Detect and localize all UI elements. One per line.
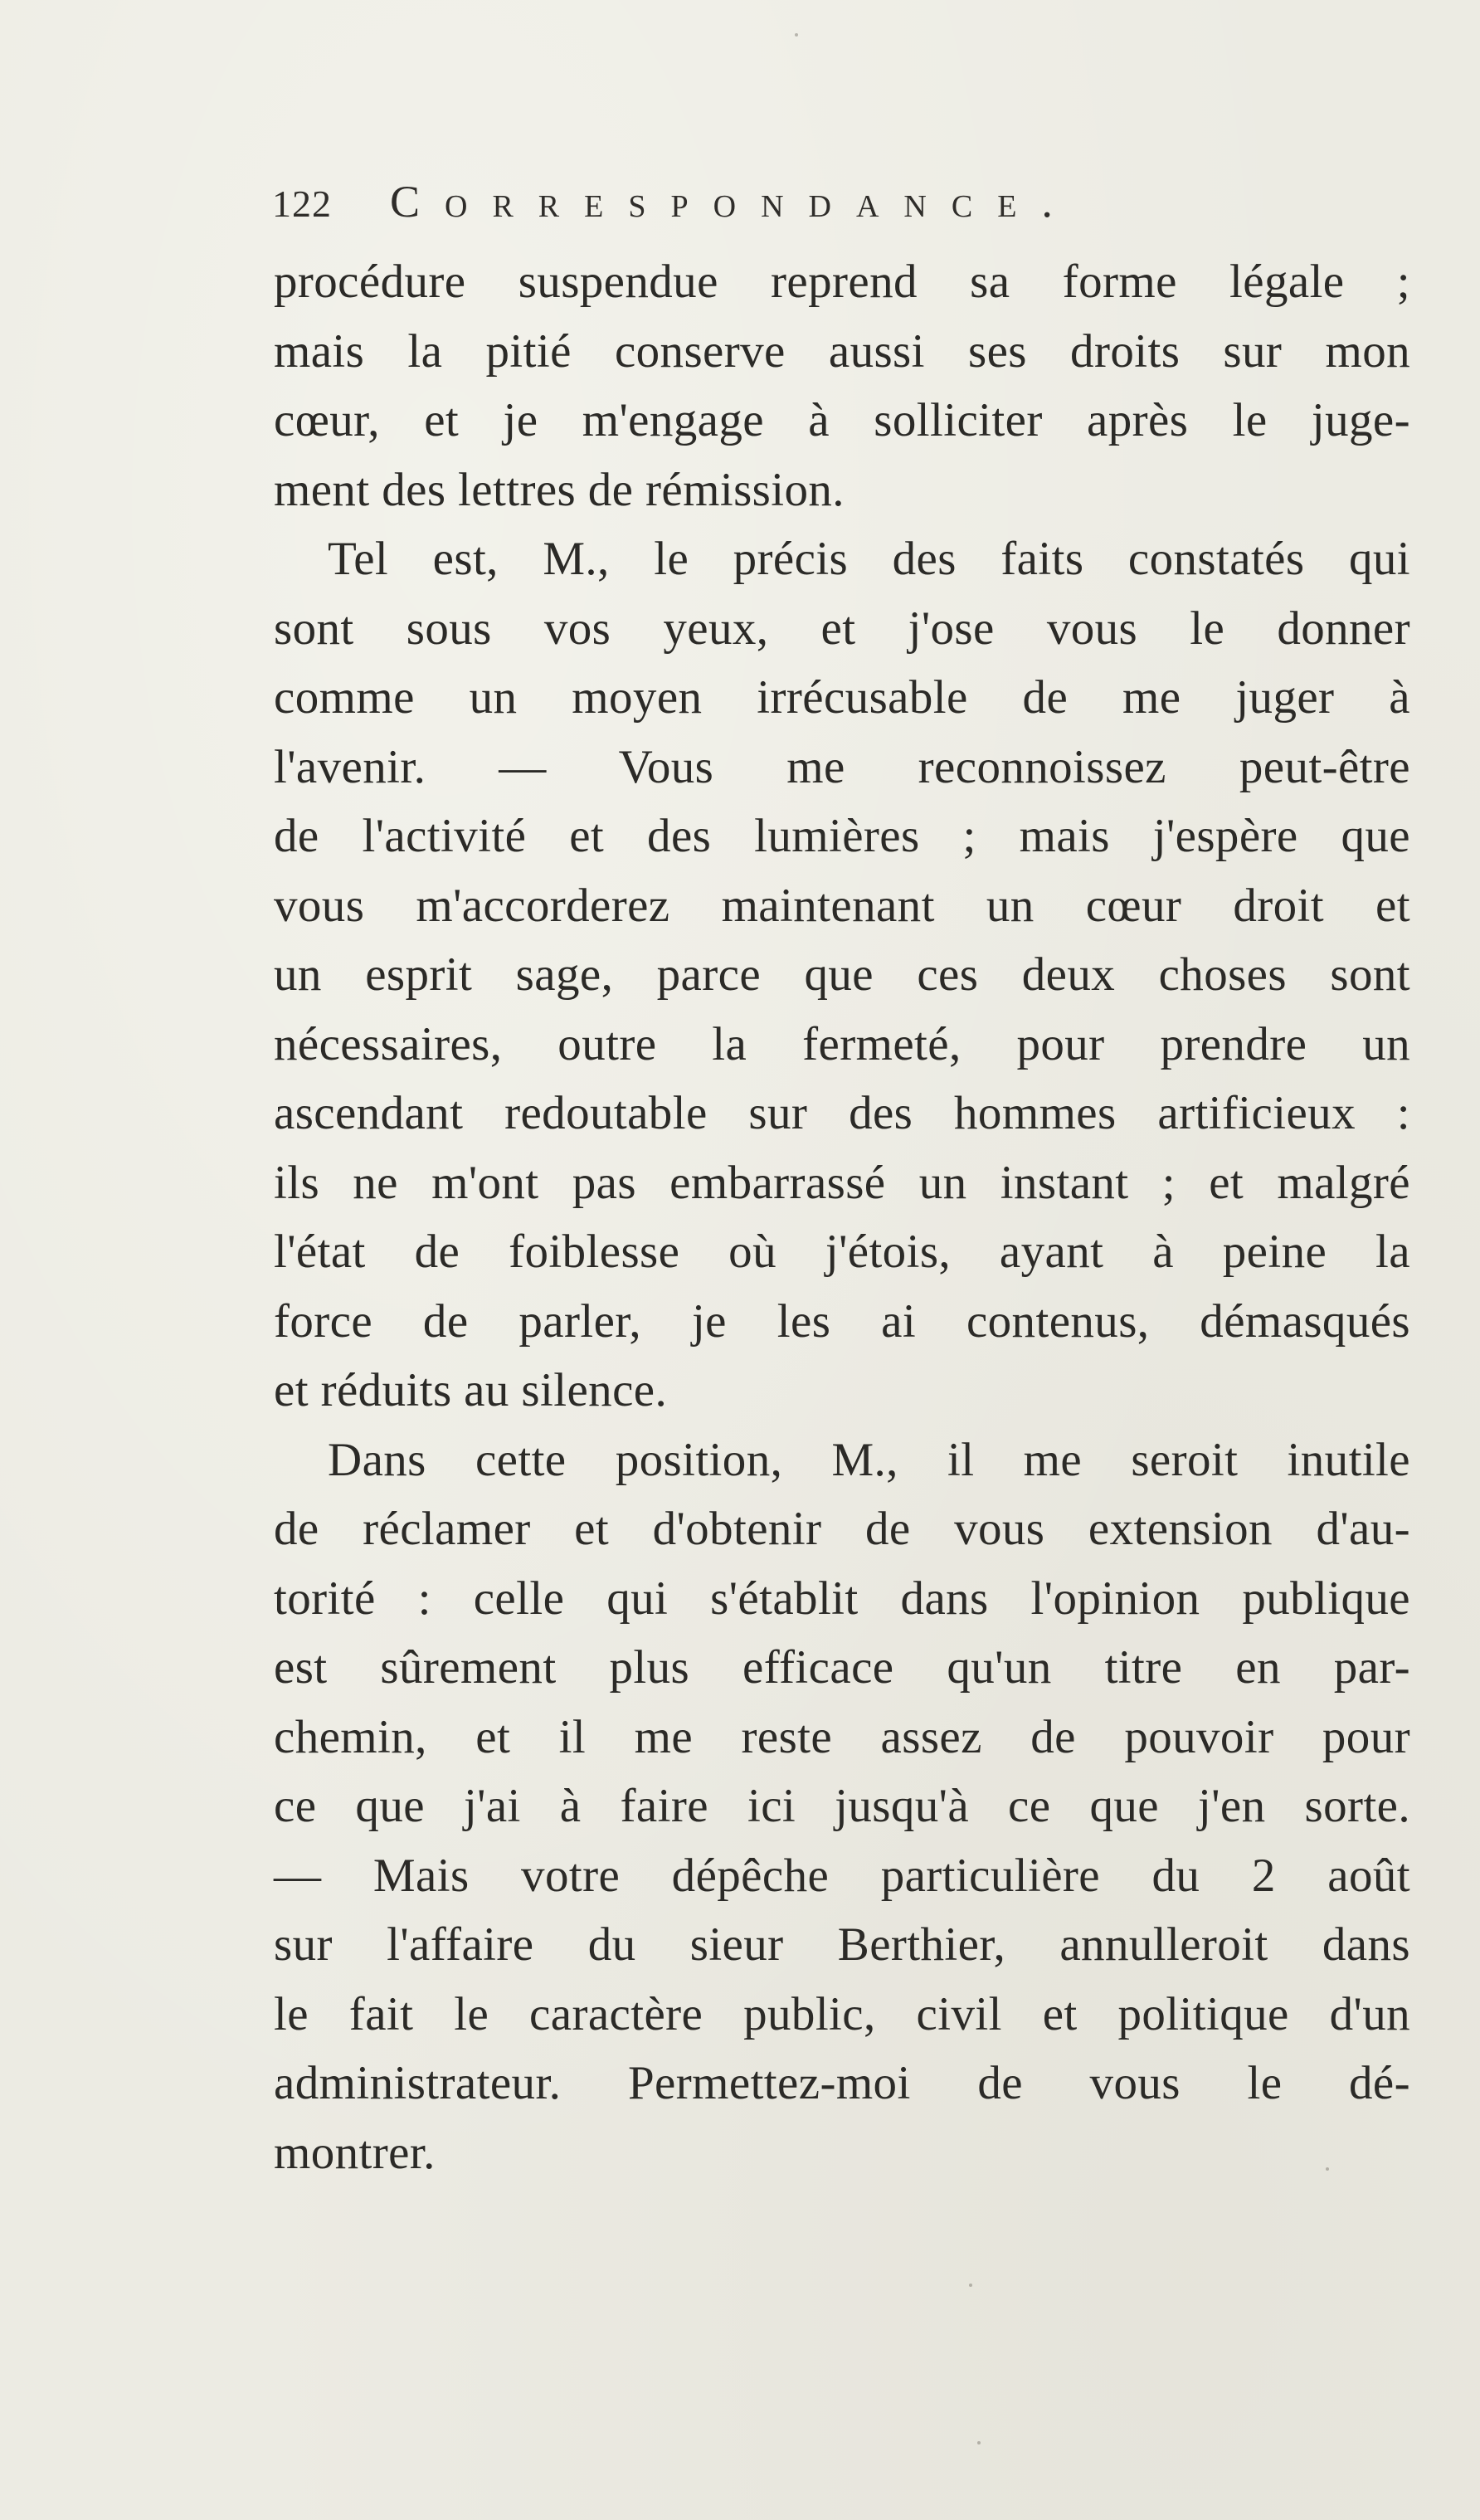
paper-speck: [969, 2284, 972, 2287]
text-line: comme un moyen irrécusable de me juger à: [274, 671, 1410, 724]
paper-speck: [795, 33, 798, 37]
text-line: torité : celle qui s'établit dans l'opinion publique: [274, 1572, 1410, 1625]
text-line: nécessaires, outre la fermeté, pour prendre un: [274, 1017, 1410, 1070]
text-line: montrer.: [274, 2126, 436, 2179]
text-line: et réduits au silence.: [274, 1364, 668, 1416]
page-number: 122: [272, 183, 332, 225]
text-line: vous m'accorderez maintenant un cœur droit et: [274, 879, 1410, 932]
body-text: [274, 247, 1410, 2187]
text-line: sont sous vos yeux, et j'ose vous le donner: [274, 602, 1410, 655]
paragraph-start-line: Dans cette position, M., il me seroit inutile: [328, 1433, 1410, 1486]
text-line: de l'activité et des lumières ; mais j'espère que: [274, 810, 1410, 862]
text-line: ment des lettres de rémission.: [274, 463, 845, 516]
text-line: de réclamer et d'obtenir de vous extension d'au-: [274, 1503, 1410, 1555]
paragraph-start-line: Tel est, M., le précis des faits constatés qui: [328, 533, 1410, 585]
paper-speck: [977, 2441, 981, 2444]
text-line: mais la pitié conserve aussi ses droits sur mon: [274, 324, 1410, 378]
text-line: force de parler, je les ai contenus, démasqués: [274, 1294, 1410, 1348]
text-line: procédure suspendue reprend sa forme légale ;: [274, 256, 1410, 308]
text-line: ascendant redoutable sur des hommes artificieux :: [274, 1087, 1410, 1139]
text-line: chemin, et il me reste assez de pouvoir pour: [274, 1710, 1410, 1763]
text-line: est sûrement plus efficace qu'un titre en par-: [274, 1641, 1410, 1694]
text-line: un esprit sage, parce que ces deux choses sont: [274, 948, 1410, 1001]
text-line: l'état de foiblesse où j'étois, ayant à peine la: [274, 1226, 1410, 1278]
running-title: Correspondance.: [390, 177, 1078, 227]
text-line: ils ne m'ont pas embarrassé un instant ; et malgré: [274, 1156, 1410, 1209]
paper-speck: [1326, 2167, 1329, 2171]
text-line: — Mais votre dépêche particulière du 2 août: [274, 1849, 1410, 1902]
text-line: le fait le caractère public, civil et politique d'un: [274, 1987, 1410, 2040]
text-line: l'avenir. — Vous me reconnoissez peut-être: [274, 740, 1410, 793]
text-line: administrateur. Permettez-moi de vous le dé-: [274, 2057, 1410, 2109]
text-line: ce que j'ai à faire ici jusqu'à ce que j'en sorte.: [274, 1780, 1410, 1832]
text-line: sur l'affaire du sieur Berthier, annulleroit dans: [274, 1918, 1410, 1971]
running-head: [272, 176, 1268, 234]
text-line: cœur, et je m'engage à solliciter après le juge-: [274, 394, 1410, 446]
